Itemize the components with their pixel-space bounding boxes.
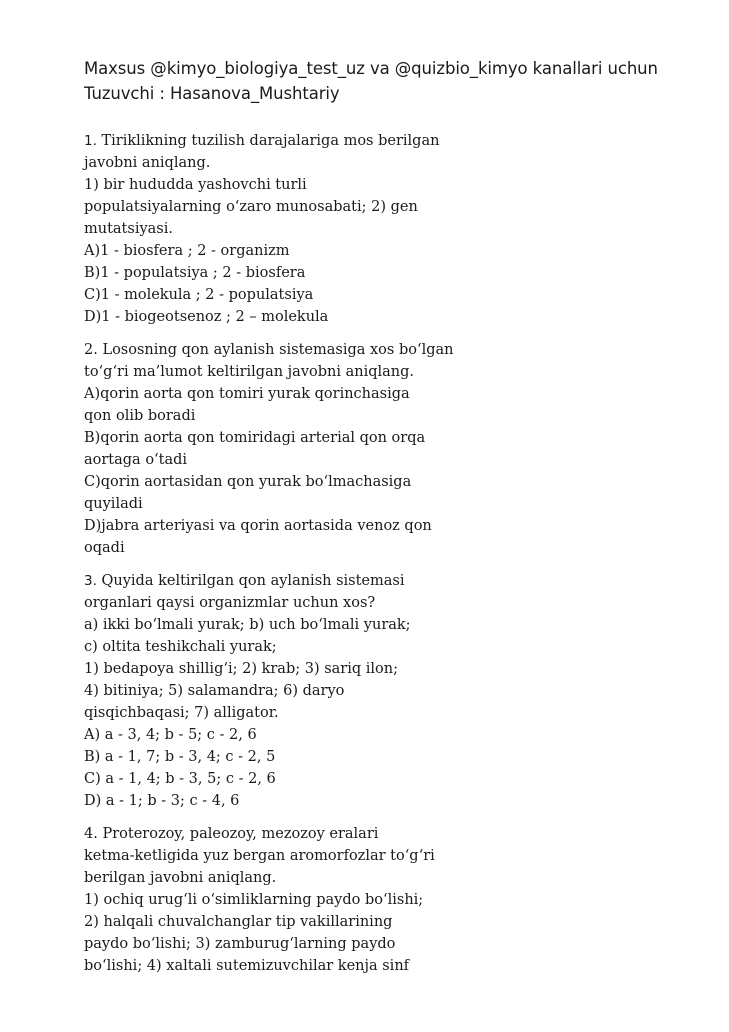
answer-option-c: C)qorin aortasidan qon yurak bo‘lmachasiga: [84, 474, 412, 490]
answer-option-d: D)jabra arteriyasi va qorin aortasida venoz qon: [84, 518, 432, 534]
answer-option-c-cont: quyiladi: [84, 496, 143, 512]
answer-option-a: A) a - 3, 4; b - 5; c - 2, 6: [84, 727, 257, 743]
question-stem-line: [84, 339, 704, 361]
question-number: 2.: [84, 342, 98, 358]
question-line: to‘g‘ri ma’lumot keltirilgan javobni aniqlang.: [84, 364, 415, 380]
question-2: [84, 339, 704, 559]
question-stem-line: [84, 130, 704, 152]
answer-option-d-cont: oqadi: [84, 540, 125, 556]
question-line: ketma-ketligida yuz bergan aromorfozlar to‘g‘ri: [84, 848, 435, 864]
question-line: mutatsiyasi.: [84, 221, 173, 237]
question-stem-text: Quyida keltirilgan qon aylanish sistemasi: [96, 573, 405, 589]
answer-option-b: B)qorin aorta qon tomiridagi arterial qon orqa: [84, 430, 426, 446]
answer-option-d: D)1 - biogeotsenoz ; 2 – molekula: [84, 309, 329, 325]
question-line: bo‘lishi; 4) xaltali sutemizuvchilar kenja sinf: [84, 958, 410, 974]
question-line: organlari qaysi organizmlar uchun xos?: [84, 595, 376, 611]
question-line: c) oltita teshikchali yurak;: [84, 639, 277, 655]
questions-list: [84, 130, 704, 977]
question-line: populatsiyalarning o‘zaro munosabati; 2) gen: [84, 199, 418, 215]
question-line: 1) bedapoya shillig‘i; 2) krab; 3) sariq ilon;: [84, 661, 398, 677]
question-line: javobni aniqlang.: [84, 155, 211, 171]
question-line: berilgan javobni aniqlang.: [84, 870, 277, 886]
question-stem-text: Lososning qon aylanish sistemasiga xos bo‘lgan: [97, 342, 454, 358]
answer-option-b: B)1 - populatsiya ; 2 - biosfera: [84, 265, 306, 281]
question-number: 4.: [84, 826, 98, 842]
question-stem-text: Tiriklikning tuzilish darajalariga mos berilgan: [96, 133, 440, 149]
question-number: 1.: [84, 133, 97, 149]
answer-option-b-cont: aortaga o‘tadi: [84, 452, 188, 468]
question-line: 4) bitiniya; 5) salamandra; 6) daryo: [84, 683, 345, 699]
header-author-line: Tuzuvchi : Hasanova_Mushtariy: [84, 84, 340, 103]
question-line: 1) bir hududda yashovchi turli: [84, 177, 307, 193]
question-line: paydo bo‘lishi; 3) zamburug‘larning paydo: [84, 936, 396, 952]
answer-option-a: A)qorin aorta qon tomiri yurak qorinchasiga: [84, 386, 410, 402]
question-line: qisqichbaqasi; 7) alligator.: [84, 705, 279, 721]
question-stem-line: [84, 823, 704, 845]
answer-option-c: C) a - 1, 4; b - 3, 5; c - 2, 6: [84, 771, 276, 787]
document-page: [84, 56, 704, 988]
question-1: [84, 130, 704, 328]
answer-option-c: C)1 - molekula ; 2 - populatsiya: [84, 287, 314, 303]
question-number: 3.: [84, 573, 97, 589]
answer-option-a-cont: qon olib boradi: [84, 408, 196, 424]
answer-option-d: D) a - 1; b - 3; c - 4, 6: [84, 793, 240, 809]
answer-option-a: A)1 - biosfera ; 2 - organizm: [84, 243, 290, 259]
question-3: [84, 570, 704, 812]
question-4: [84, 823, 704, 977]
header-channels-line: Maxsus @kimyo_biologiya_test_uz va @quizbio_kimyo kanallari uchun: [84, 59, 658, 78]
question-stem-line: [84, 570, 704, 592]
question-line: a) ikki bo‘lmali yurak; b) uch bo‘lmali yurak;: [84, 617, 411, 633]
question-line: 2) halqali chuvalchanglar tip vakillarining: [84, 914, 393, 930]
question-line: 1) ochiq urug‘li o‘simliklarning paydo bo‘lishi;: [84, 892, 424, 908]
question-stem-text: Proterozoy, paleozoy, mezozoy eralari: [97, 826, 379, 842]
answer-option-b: B) a - 1, 7; b - 3, 4; c - 2, 5: [84, 749, 276, 765]
